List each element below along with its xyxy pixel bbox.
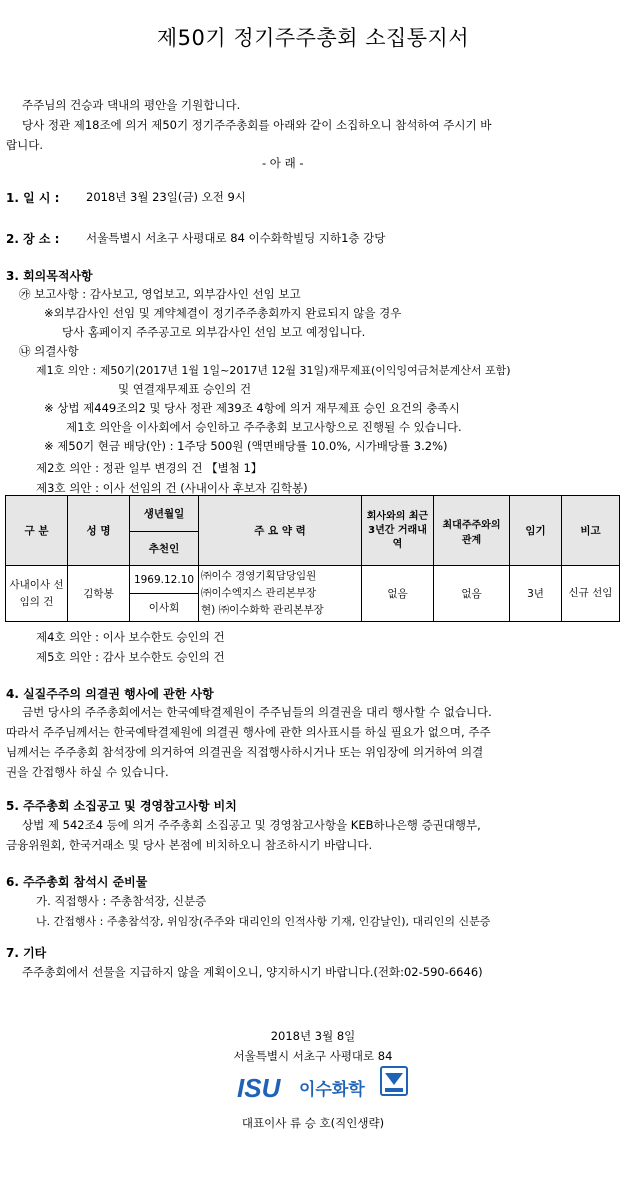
cell-recommender: 이사회 [130, 594, 199, 622]
section-1-label: 1. 일 시 : [6, 191, 60, 205]
company-logo [235, 1073, 375, 1106]
section-2-label: 2. 장 소 : [6, 232, 60, 246]
section-4-line-3: 님께서는 주주총회 참석장에 의거하여 의결권을 직접행사하시거나 또는 위임장에 의거하여 의결 [6, 745, 484, 759]
section-6-item-a: 가. 직접행사 : 주총참석장, 신분증 [36, 894, 207, 908]
header-career: 주 요 약 력 [199, 496, 362, 566]
agenda-2: 제2호 의안 : 정관 일부 변경의 건 【별첨 1】 [36, 461, 263, 475]
cell-term: 3년 [510, 566, 562, 622]
agenda-1-note-2: 제1호 의안을 이사회에서 승인하고 주주총회 보고사항으로 진행될 수 있습니다. [66, 420, 462, 434]
intro-line-1: 당사 정관 제18조에 의거 제50기 정기주주총회를 아래와 같이 소집하오니 참석하여 주시기 바 [22, 118, 492, 132]
intro-line-2: 랍니다. [6, 138, 43, 152]
header-note: 비고 [562, 496, 620, 566]
cell-name: 김학봉 [68, 566, 130, 622]
below-heading: - 아 래 - [262, 156, 304, 170]
director-candidate-table [5, 495, 620, 622]
cell-birth: 1969.12.10 [130, 566, 199, 594]
dividend-note: ※ 제50기 현금 배당(안) : 1주당 500원 (액면배당률 10.0%, 시가배당률 3.2%) [44, 439, 448, 453]
header-name: 성 명 [68, 496, 130, 566]
header-trade: 회사와의 최근 3년간 거래내역 [362, 496, 434, 566]
section-5-line-1: 상법 제 542조4 등에 의거 주주총회 소집공고 및 경영참고사항을 KEB하나은행 증권대행부, [22, 818, 481, 832]
report-note-2: 당사 홈페이지 주주공고로 외부감사인 선임 보고 예정입니다. [62, 325, 366, 339]
section-4-line-1: 금번 당사의 주주총회에서는 한국예탁결제원이 주주님들의 의결권을 대리 행사할 수 없습니다. [22, 705, 492, 719]
agenda-3: 제3호 의안 : 이사 선임의 건 (사내이사 후보자 김학봉) [36, 481, 308, 495]
section-2-text: 서울특별시 서초구 사평대로 84 이수화학빌딩 지하1층 강당 [86, 231, 386, 245]
cell-kind: 사내이사 선임의 건 [6, 566, 68, 622]
agenda-4: 제4호 의안 : 이사 보수한도 승인의 건 [36, 630, 225, 644]
greeting: 주주님의 건승과 댁내의 평안을 기원합니다. [22, 98, 241, 112]
report-items: ㉮ 보고사항 : 감사보고, 영업보고, 외부감사인 선임 보고 [19, 287, 301, 301]
section-6-item-b: 나. 간접행사 : 주총참석장, 위임장(주주와 대리인의 인적사항 기재, 인감날인), 대리인의 신분증 [36, 915, 491, 928]
agenda-1-note-1: ※ 상법 제449조의2 및 당사 정관 제39조 4항에 의거 재무제표 승인 요건의 충족시 [44, 401, 460, 415]
company-emblem-icon [380, 1066, 408, 1096]
section-4-heading: 4. 실질주주의 의결권 행사에 관한 사항 [6, 687, 214, 701]
header-kind: 구 분 [6, 496, 68, 566]
isu-logo-icon [235, 1073, 375, 1103]
section-1-text: 2018년 3월 23일(금) 오전 9시 [86, 190, 246, 204]
notice-date: 2018년 3월 8일 [270, 1029, 356, 1043]
section-3-heading: 3. 회의목적사항 [6, 269, 93, 283]
svg-text:ISU: ISU [237, 1073, 281, 1103]
section-7-heading: 7. 기타 [6, 946, 47, 960]
section-5-heading: 5. 주주총회 소집공고 및 경영참고사항 비치 [6, 799, 237, 813]
header-term: 임기 [510, 496, 562, 566]
cell-major-shareholder: 없음 [434, 566, 510, 622]
section-4-line-4: 권을 간접행사 하실 수 있습니다. [6, 765, 169, 779]
career-line-3: 현) ㈜이수화학 관리본부장 [201, 604, 324, 616]
resolution-heading: ㉯ 의결사항 [19, 344, 79, 358]
agenda-1-line-1: 제1호 의안 : 제50기(2017년 1월 1일~2017년 12월 31일)재무제표(이익잉여금처분계산서 포함) [36, 364, 511, 377]
section-5-line-2: 금융위원회, 한국거래소 및 당사 본점에 비치하오니 참조하시기 바랍니다. [6, 838, 373, 852]
section-7-line-1: 주주총회에서 선물을 지급하지 않을 계획이오니, 양지하시기 바랍니다.(전화:02-590-6646) [22, 965, 483, 979]
cell-trade: 없음 [362, 566, 434, 622]
cell-career [199, 566, 362, 622]
cell-note: 신규 선임 [562, 566, 620, 622]
ceo-signature: 대표이사 류 승 호(직인생략) [241, 1116, 385, 1130]
section-4-line-2: 따라서 주주님께서는 한국예탁결제원에 의결권 행사에 관한 의사표시를 하실 필요가 없으며, 주주 [6, 725, 491, 739]
section-6-heading: 6. 주주총회 참석시 준비물 [6, 875, 148, 889]
agenda-5: 제5호 의안 : 감사 보수한도 승인의 건 [36, 650, 225, 664]
career-line-2: ㈜이수엑지스 관리본부장 [201, 587, 317, 599]
header-major-shareholder: 최대주주와의 관계 [434, 496, 510, 566]
page-title: 제50기 정기주주총회 소집통지서 [156, 26, 470, 50]
company-address: 서울특별시 서초구 사평대로 84 [233, 1049, 393, 1063]
career-line-1: ㈜이수 경영기획담당임원 [201, 570, 317, 582]
header-recommender: 추천인 [130, 532, 199, 566]
svg-text:이수화학: 이수화학 [299, 1080, 365, 1100]
header-birth: 생년월일 [130, 496, 199, 532]
agenda-1-line-2: 및 연결재무제표 승인의 건 [118, 382, 252, 396]
report-note-1: ※외부감사인 선임 및 계약체결이 정기주주총회까지 완료되지 않을 경우 [44, 306, 402, 320]
